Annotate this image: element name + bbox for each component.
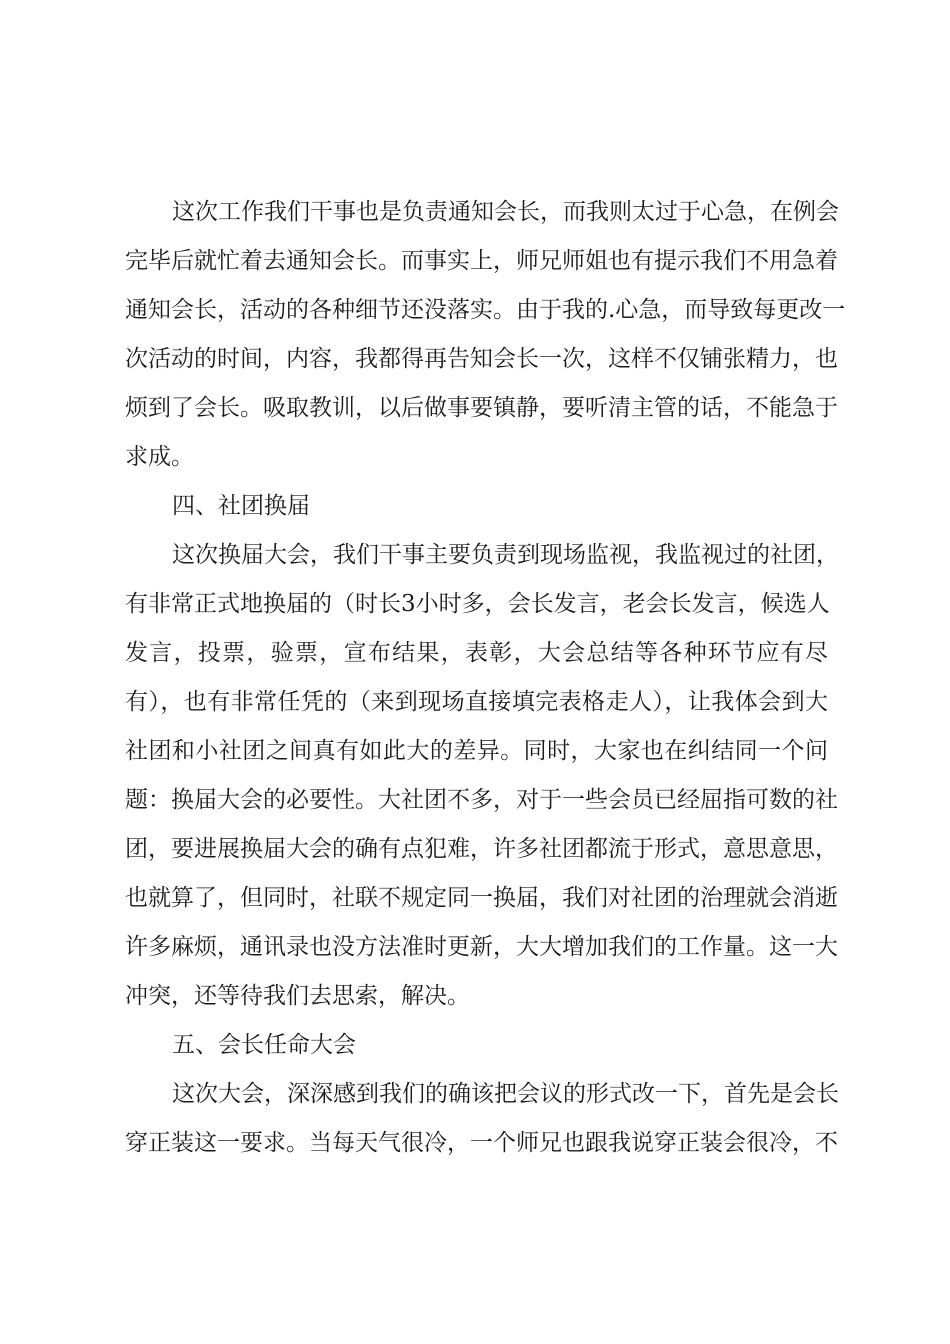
paragraph-line: 也就算了，但同时，社联不规定同一换届，我们对社团的治理就会消逝	[125, 885, 838, 911]
paragraph-line: 有），也有非常任凭的（来到现场直接填完表格走人），让我体会到大	[125, 689, 828, 715]
paragraph-line: 发言，投票，验票，宣布结果，表彰，大会总结等各种环节应有尽	[125, 640, 828, 666]
paragraph-line: 求成。	[125, 444, 194, 470]
paragraph-line: 许多麻烦，通讯录也没方法准时更新，大大增加我们的工作量。这一大	[125, 934, 838, 960]
paragraph-line: 通知会长，活动的各种细节还没落实。由于我的.心急，而导致每更改一	[125, 297, 846, 323]
paragraph-line: 这次换届大会，我们干事主要负责到现场监视，我监视过的社团，	[172, 542, 839, 568]
paragraph-line: 社团和小社团之间真有如此大的差异。同时，大家也在纠结同一个问	[125, 738, 828, 764]
paragraph-line: 题：换届大会的必要性。大社团不多，对于一些会员已经屈指可数的社	[125, 787, 838, 813]
paragraph-line: 这次大会，深深感到我们的确该把会议的形式改一下，首先是会长	[172, 1081, 839, 1107]
paragraph-line: 完毕后就忙着去通知会长。而事实上，师兄师姐也有提示我们不用急着	[125, 248, 838, 274]
paragraph-line: 有非常正式地换届的（时长3小时多，会长发言，老会长发言，候选人	[125, 591, 830, 617]
section-heading: 五、会长任命大会	[172, 1032, 356, 1058]
paragraph-line: 冲突，还等待我们去思索，解决。	[125, 983, 470, 1009]
paragraph-line: 烦到了会长。吸取教训，以后做事要镇静，要听清主管的话，不能急于	[125, 395, 838, 421]
paragraph-line: 这次工作我们干事也是负责通知会长，而我则太过于心急，在例会	[172, 199, 839, 225]
paragraph-line: 穿正装这一要求。当每天气很冷，一个师兄也跟我说穿正装会很冷，不	[125, 1130, 838, 1156]
section-heading: 四、社团换届	[172, 493, 310, 519]
paragraph-line: 次活动的时间，内容，我都得再告知会长一次，这样不仅铺张精力，也	[125, 346, 838, 372]
paragraph-line: 团，要进展换届大会的确有点犯难，许多社团都流于形式，意思意思，	[125, 836, 838, 862]
